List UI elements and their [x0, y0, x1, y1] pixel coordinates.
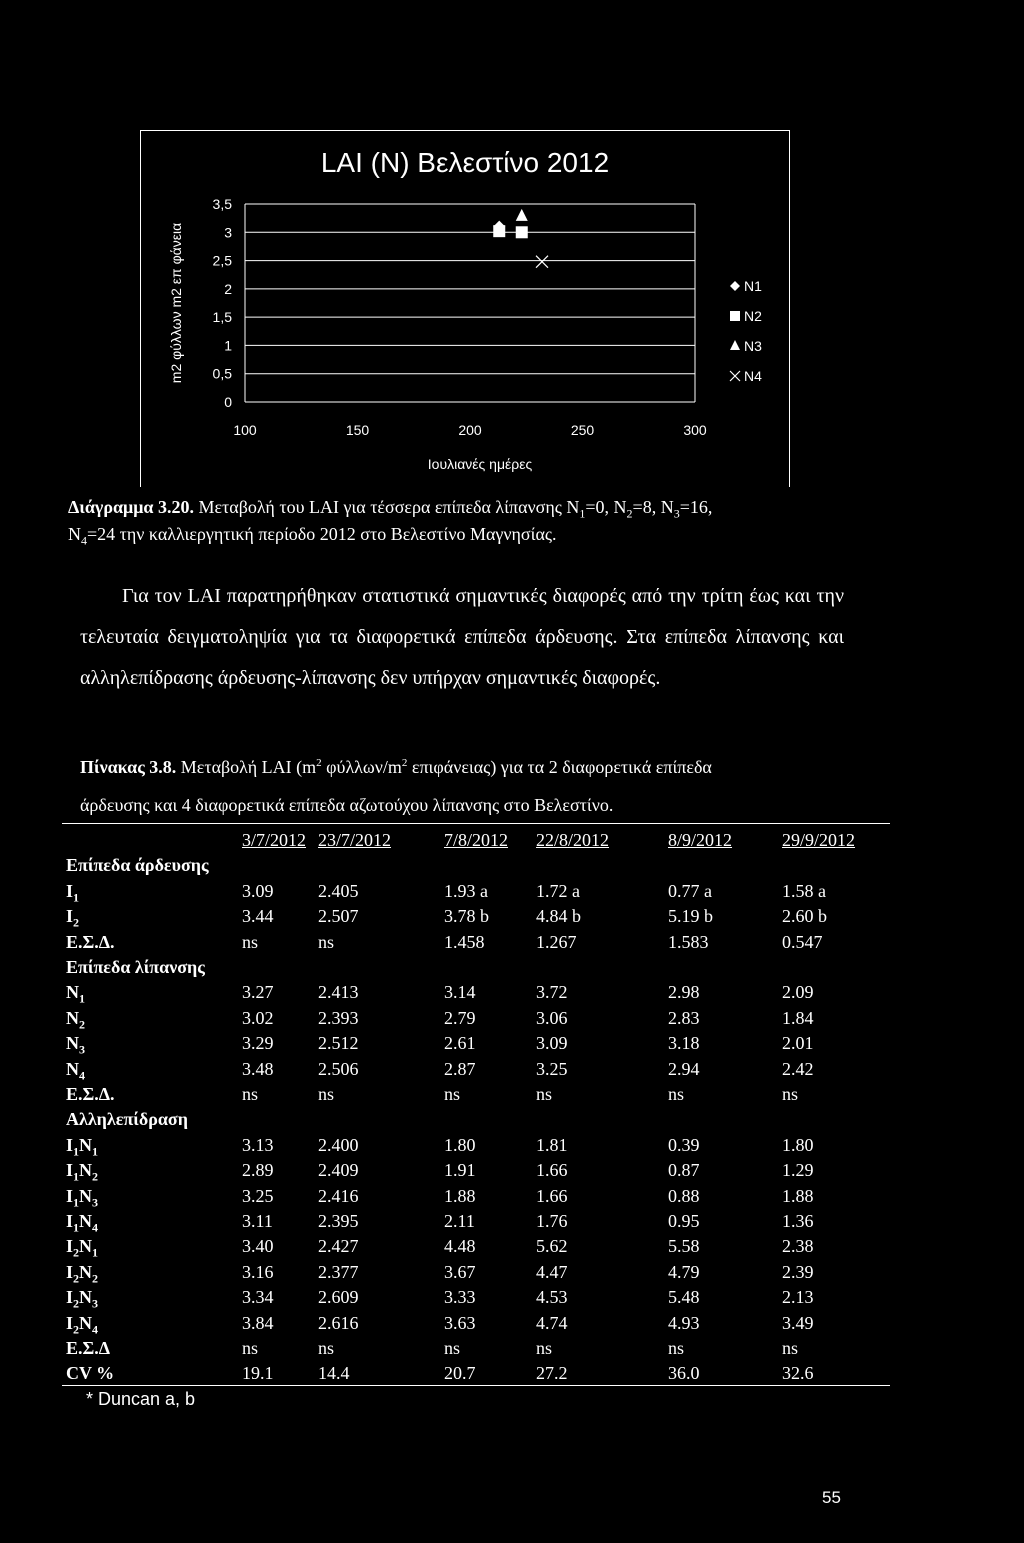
table-cell: 3.49 [782, 1312, 814, 1333]
table-cell: 3.09 [242, 880, 274, 901]
table-cell: ns [242, 1338, 259, 1358]
table-row [62, 904, 890, 929]
table-cell: 3.48 [242, 1058, 274, 1079]
table-cell: 1.583 [668, 931, 709, 952]
table-cell: 20.7 [444, 1363, 476, 1384]
table-row [62, 1234, 890, 1259]
table-cell: 2.616 [318, 1312, 359, 1333]
table-cell: 0.88 [668, 1185, 700, 1206]
table-bottom-rule [62, 1385, 890, 1386]
row-label: $I_1N_3$ [66, 1185, 99, 1210]
table-cell: 2.01 [782, 1033, 814, 1054]
row-label: $I_2N_4$ [66, 1312, 99, 1337]
y-tick-label: 2 [224, 280, 232, 297]
table-cell: 2.393 [318, 1007, 359, 1028]
table-cell: 2.83 [668, 1007, 700, 1028]
data-point-n4 [536, 256, 548, 268]
y-tick-label: 0,5 [212, 365, 232, 382]
column-header: 23/7/2012 [318, 830, 392, 850]
table-cell: 1.80 [782, 1134, 814, 1155]
table-cell: 2.395 [318, 1211, 359, 1231]
table-cell: 1.80 [444, 1134, 476, 1155]
figure-caption: Διάγραμμα 3.20. Μεταβολή του LAI για τέσσερα επίπεδα λίπανσης $N_1=0$, $N_2=8$, $N_3=16$, $N_4=24$ την καλλιεργητική περίοδο 2012 στο Βελεστίνο Μαγνησίας. [68, 497, 713, 548]
table-cell: 2.89 [242, 1160, 274, 1181]
table-top-rule [62, 823, 890, 824]
row-label: $I_1N_4$ [66, 1211, 99, 1235]
legend-label-n4: N4 [744, 368, 762, 384]
column-header: 8/9/2012 [668, 830, 733, 850]
table-cell: 0.87 [668, 1160, 700, 1181]
figure-caption-label: Διάγραμμα 3.20. [68, 497, 194, 517]
data-point-n2 [493, 225, 505, 237]
legend-marker-n2 [730, 311, 740, 321]
table-row [62, 1361, 890, 1386]
table-cell: ns [782, 1338, 799, 1358]
table-footnote: * Duncan a, b [86, 1388, 196, 1409]
y-axis-title: m2 φύλλων m2 επ φάνεια [168, 222, 184, 384]
table-cell: 3.09 [536, 1033, 568, 1054]
table-cell: 3.29 [242, 1033, 274, 1054]
data-point-n2 [516, 226, 528, 238]
table-cell: 2.427 [318, 1236, 359, 1257]
table-cell: ns [444, 1338, 461, 1358]
table-cell: ns [536, 1338, 553, 1358]
table-cell: 3.67 [444, 1261, 476, 1282]
table-cell: 3.14 [444, 982, 476, 1003]
table-cell: 27.2 [536, 1363, 568, 1384]
x-tick-label: 300 [683, 422, 707, 438]
table-cell: 2.11 [444, 1211, 475, 1231]
column-header: 7/8/2012 [444, 830, 509, 850]
table-cell: 5.19 b [668, 906, 713, 927]
table-cell: 2.38 [782, 1236, 814, 1257]
table-cell: 3.78 b [444, 906, 489, 927]
table-cell: ns [782, 1084, 799, 1104]
row-label: $N_1$ [66, 982, 85, 1006]
table-cell: 1.36 [782, 1211, 814, 1231]
row-label: Ε.Σ.Δ. [66, 1084, 115, 1104]
table-cell: ns [668, 1338, 685, 1358]
table-cell: ns [242, 931, 259, 952]
table-cell: 3.44 [242, 906, 274, 927]
table-row [62, 1006, 890, 1031]
data-point-n3 [516, 209, 528, 221]
table-cell: 2.507 [318, 906, 359, 927]
section-title: Αλληλεπίδραση [66, 1109, 188, 1130]
column-header: 22/8/2012 [536, 830, 610, 850]
table-cell: 2.39 [782, 1261, 814, 1282]
table-cell: 2.377 [318, 1261, 359, 1282]
table-cell: 4.84 b [536, 906, 581, 927]
legend-label-n3: N3 [744, 338, 762, 354]
table-row [62, 1311, 890, 1336]
x-tick-label: 150 [345, 422, 370, 438]
x-tick-label: 100 [233, 422, 257, 438]
table-cell: 19.1 [242, 1363, 274, 1384]
table-cell: 0.547 [782, 931, 823, 952]
section-title-row [62, 955, 890, 980]
table-cell: 1.88 [444, 1185, 476, 1206]
table-cell: 1.458 [444, 931, 485, 952]
y-tick-label: 2,5 [212, 252, 232, 269]
table-cell: 2.413 [318, 982, 359, 1003]
table-cell: 1.66 [536, 1185, 568, 1206]
table-cell: 2.409 [318, 1160, 359, 1181]
row-label: $I_1N_2$ [66, 1160, 99, 1184]
table-cell: 3.40 [242, 1236, 274, 1257]
table-cell: 4.74 [536, 1312, 568, 1333]
x-axis-title: Ιουλιανές ημέρες [427, 456, 533, 472]
x-tick-label: 250 [570, 422, 595, 438]
table-row [62, 1336, 890, 1361]
body-paragraph: Για τον LAI παρατηρήθηκαν στατιστικά σημαντικές διαφορές από την τρίτη έως και την τελευταία δειγματοληψία για τα διαφορετικά επίπεδα άρδευσης. Στα επίπεδα λίπανσης και αλληλεπίδρασης άρδευσης-λίπανσης δεν υπήρχαν σημαντικές διαφορές. [80, 585, 844, 689]
row-label: $I_2N_2$ [66, 1261, 99, 1286]
table-caption: Πίνακας 3.8. Μεταβολή LAI ($m^2$ φύλλων/$m^2$ επιφάνειας) για τα 2 διαφορετικά επίπεδα άρδευσης και 4 διαφορετικά επίπεδα αζωτούχου λίπανσης στο Βελεστίνο. [80, 757, 712, 815]
table-row [62, 879, 890, 904]
row-label: $N_4$ [66, 1058, 85, 1083]
y-tick-label: 1,5 [212, 309, 232, 326]
table-cell: 2.09 [782, 982, 814, 1003]
table-cell: 32.6 [782, 1363, 814, 1384]
y-tick-label: 3 [224, 224, 232, 241]
table-cell: 2.94 [668, 1058, 700, 1079]
row-label: Ε.Σ.Δ [66, 1338, 111, 1358]
table-row [62, 1260, 890, 1285]
table-cell: ns [318, 1338, 335, 1358]
table-row [62, 1057, 890, 1082]
table-cell: 2.13 [782, 1287, 814, 1308]
table-cell: 3.06 [536, 1007, 568, 1028]
table-cell: 4.47 [536, 1261, 568, 1282]
table-cell: ns [668, 1084, 685, 1104]
table-cell: 3.25 [536, 1058, 568, 1079]
chart-title: LAI (N) Βελεστίνο 2012 [320, 147, 610, 178]
table-cell: 2.506 [318, 1058, 359, 1079]
table-cell: 2.98 [668, 982, 700, 1003]
table-header-row [62, 828, 890, 853]
table-cell: 1.72 a [536, 880, 580, 901]
table-cell: 2.60 b [782, 906, 827, 927]
table-cell: 2.400 [318, 1134, 359, 1155]
table-cell: 1.66 [536, 1160, 568, 1181]
y-tick-label: 0 [224, 394, 232, 410]
table-cell: 2.61 [444, 1033, 476, 1054]
table-cell: 4.48 [444, 1236, 476, 1257]
legend-marker-n1 [730, 281, 740, 291]
table-cell: 3.33 [444, 1287, 476, 1308]
y-tick-label: 3,5 [212, 196, 232, 212]
x-tick-label: 200 [458, 422, 482, 438]
table-cell: 2.42 [782, 1058, 814, 1079]
table-row [62, 930, 890, 955]
table-cell: 36.0 [668, 1363, 700, 1384]
table-caption-label: Πίνακας 3.8. [80, 757, 177, 777]
row-label: $I_2N_3$ [66, 1287, 99, 1311]
table-cell: 1.93 a [444, 880, 488, 901]
legend-label-n2: N2 [744, 308, 762, 324]
row-label: CV % [66, 1363, 115, 1384]
page-number: 55 [822, 1488, 841, 1507]
table-row [62, 1031, 890, 1056]
table-cell: 1.267 [536, 931, 577, 952]
lai-chart [140, 130, 790, 487]
table-row [62, 980, 890, 1005]
table-cell: 1.29 [782, 1160, 814, 1181]
table-row [62, 1285, 890, 1310]
row-label: $I_1N_1$ [66, 1134, 99, 1159]
table-cell: 1.84 [782, 1007, 814, 1028]
row-label: $I_2N_1$ [66, 1236, 99, 1260]
table-cell: 0.39 [668, 1134, 700, 1155]
table-cell: 3.13 [242, 1134, 274, 1155]
table-row [62, 1184, 890, 1209]
table-cell: 3.72 [536, 982, 568, 1003]
table-cell: 4.53 [536, 1287, 568, 1308]
table-cell: 3.25 [242, 1185, 274, 1206]
table-row [62, 1082, 890, 1107]
section-title-row [62, 1107, 890, 1132]
column-header: 3/7/2012 [242, 830, 307, 850]
table-cell: ns [536, 1084, 553, 1104]
table-cell: 0.77 a [668, 880, 712, 901]
legend-label-n1: N1 [744, 278, 762, 294]
table-cell: 1.81 [536, 1134, 568, 1155]
table-row [62, 1158, 890, 1183]
table-cell: 5.62 [536, 1236, 568, 1257]
row-label: Ε.Σ.Δ. [66, 931, 115, 952]
section-title: Επίπεδα άρδευσης [66, 855, 209, 876]
legend-marker-n4 [730, 371, 740, 381]
table-cell: 2.609 [318, 1287, 359, 1308]
table-cell: 5.48 [668, 1287, 700, 1308]
table-cell: ns [318, 931, 335, 952]
table-row [62, 1209, 890, 1234]
chart-plot [141, 131, 789, 487]
table-cell: 3.34 [242, 1287, 274, 1308]
table-cell: 14.4 [318, 1363, 350, 1384]
table-cell: 2.405 [318, 880, 359, 901]
table-cell: 4.93 [668, 1312, 700, 1333]
table-cell: 2.87 [444, 1058, 476, 1079]
table-cell: 3.02 [242, 1007, 274, 1028]
table-cell: 1.58 a [782, 880, 826, 901]
table-cell: 2.79 [444, 1007, 476, 1028]
row-label: $N_2$ [66, 1007, 85, 1032]
table-cell: 3.18 [668, 1033, 700, 1054]
table-cell: 3.63 [444, 1312, 476, 1333]
row-label: $I_2$ [66, 906, 80, 930]
table-cell: ns [242, 1084, 259, 1104]
table-cell: 1.76 [536, 1211, 568, 1231]
table-cell: 2.512 [318, 1033, 359, 1054]
table-cell: 3.27 [242, 982, 274, 1003]
table-cell: 2.416 [318, 1185, 359, 1206]
table-cell: 3.84 [242, 1312, 274, 1333]
section-title-row [62, 853, 890, 878]
table-cell: 3.11 [242, 1211, 273, 1231]
table-cell: 3.16 [242, 1261, 274, 1282]
row-label: $I_1$ [66, 880, 80, 905]
table-cell: 5.58 [668, 1236, 700, 1257]
table-cell: ns [318, 1084, 335, 1104]
y-tick-label: 1 [224, 337, 232, 354]
table-cell: ns [444, 1084, 461, 1104]
column-header: 29/9/2012 [782, 830, 856, 850]
table-cell: 1.91 [444, 1160, 476, 1181]
table-row [62, 1133, 890, 1158]
section-title: Επίπεδα λίπανσης [66, 957, 205, 977]
legend-marker-n3 [730, 340, 740, 350]
table-cell: 4.79 [668, 1261, 700, 1282]
row-label: $N_3$ [66, 1033, 85, 1057]
table-cell: 0.95 [668, 1211, 700, 1231]
table-cell: 1.88 [782, 1185, 814, 1206]
